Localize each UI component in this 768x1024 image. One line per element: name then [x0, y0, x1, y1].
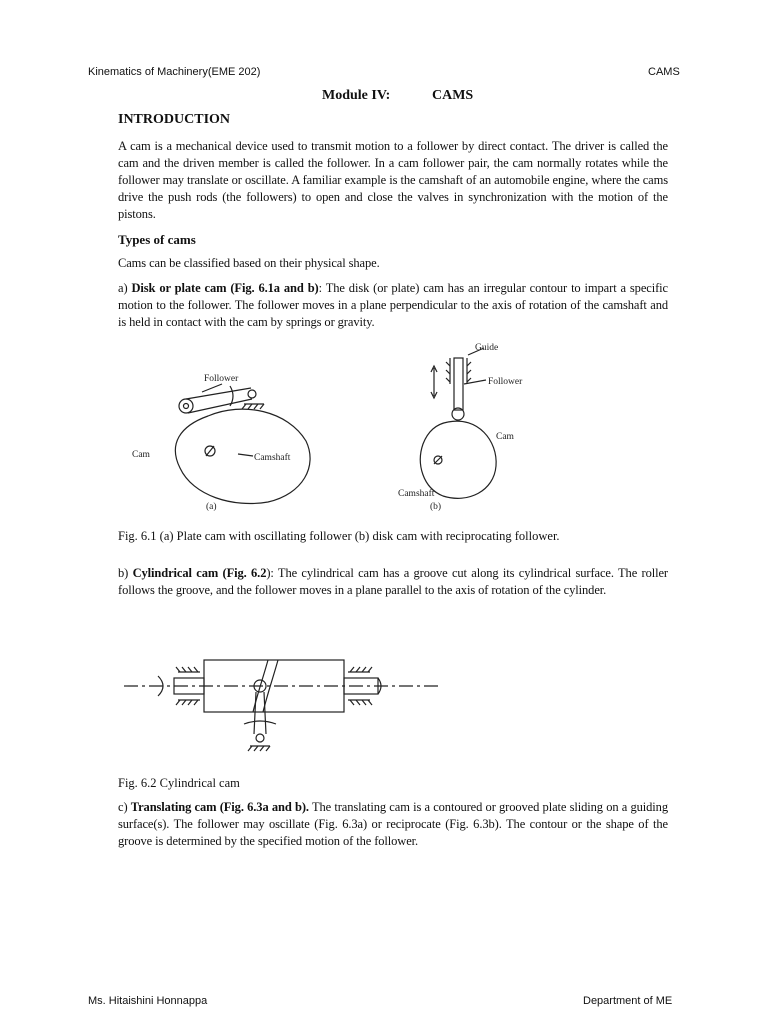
header-chapter: CAMS: [648, 66, 680, 78]
label-follower-b: Follower: [488, 377, 523, 387]
type-b-paragraph: [118, 565, 668, 599]
figure-6-1-caption: Fig. 6.1 (a) Plate cam with oscillating follower (b) disk cam with reciprocating follower.: [118, 529, 560, 543]
footer-author: Ms. Hitaishini Honnappa: [88, 995, 208, 1007]
type-b-prefix: b): [118, 566, 133, 580]
type-a-prefix: a): [118, 281, 132, 295]
footer-department: Department of ME: [583, 995, 673, 1007]
label-follower-a: Follower: [204, 374, 239, 384]
label-cam-a: Cam: [132, 450, 150, 460]
type-c-text: The translating cam is a contoured or grooved plate sliding on a guiding surface(s). The follower may oscillate (Fig. 6.3a) or reciprocate (Fig. 6.3b). The contour or the shape of the groove is determined by the specified motion of the follower.: [118, 800, 668, 848]
header-course-title: Kinematics of Machinery(EME 202): [88, 66, 261, 78]
follower-arm-top: [186, 388, 251, 399]
type-a-paragraph: [118, 280, 668, 331]
follower-link-1: [254, 692, 256, 734]
types-heading: Types of cams: [118, 232, 196, 247]
oscillate-arrow: [244, 721, 276, 724]
pivot-circle: [248, 390, 256, 398]
roller-circle: [179, 399, 193, 413]
type-b-title: Cylindrical cam (Fig. 6.2: [132, 566, 267, 580]
follower-rod: [454, 358, 463, 410]
type-c-paragraph: [118, 799, 668, 850]
type-c-title: Translating cam (Fig. 6.3a and b).: [130, 800, 309, 814]
disk-cam-shape: [420, 421, 496, 498]
figure-6-2: [118, 652, 448, 762]
figure-6-1: [118, 336, 548, 520]
follower-arm-bottom: [188, 399, 252, 413]
module-label: Module IV:: [322, 88, 391, 103]
types-intro: Cams can be classified based on their physical shape.: [118, 256, 380, 270]
label-camshaft-a: Camshaft: [254, 453, 291, 463]
type-b-text: ): The cylindrical cam has a groove cut along its cylindrical surface. The roller follows the groove, and the follower moves in a plane parallel to the axis of rotation of the cylinder.: [118, 566, 668, 597]
label-cam-b: Cam: [496, 432, 514, 442]
follower-pivot: [256, 734, 264, 742]
label-sub-b: (b): [430, 502, 442, 512]
label-sub-a: (a): [206, 502, 217, 512]
type-c-prefix: c): [118, 800, 131, 814]
figure-6-1a: [175, 384, 310, 504]
label-guide: Guide: [475, 343, 499, 353]
label-camshaft-b: Camshaft: [398, 489, 435, 499]
module-name: CAMS: [432, 88, 474, 103]
intro-heading: INTRODUCTION: [118, 112, 231, 127]
figure-6-1b: [420, 348, 496, 498]
type-a-text: : The disk (or plate) cam has an irregular contour to impart a specific motion to the follower. The follower moves in a plane perpendicular to the axis of rotation of the camshaft and is held in contact with the cam by springs or gravity.: [118, 281, 668, 329]
intro-paragraph: A cam is a mechanical device used to transmit motion to a follower by direct contact. The driver is called the cam and the driven member is called the follower. In a cam follower pair, the cam normally rotates while the follower may translate or oscillate. A familiar example is the camshaft of an automobile engine, where the cams drive the push rods (the followers) to open and close the valves in synchronization with the motion of the pistons.: [118, 139, 668, 221]
figure-6-2-caption: Fig. 6.2 Cylindrical cam: [118, 776, 240, 790]
type-a-title: Disk or plate cam (Fig. 6.1a and b): [131, 281, 319, 295]
